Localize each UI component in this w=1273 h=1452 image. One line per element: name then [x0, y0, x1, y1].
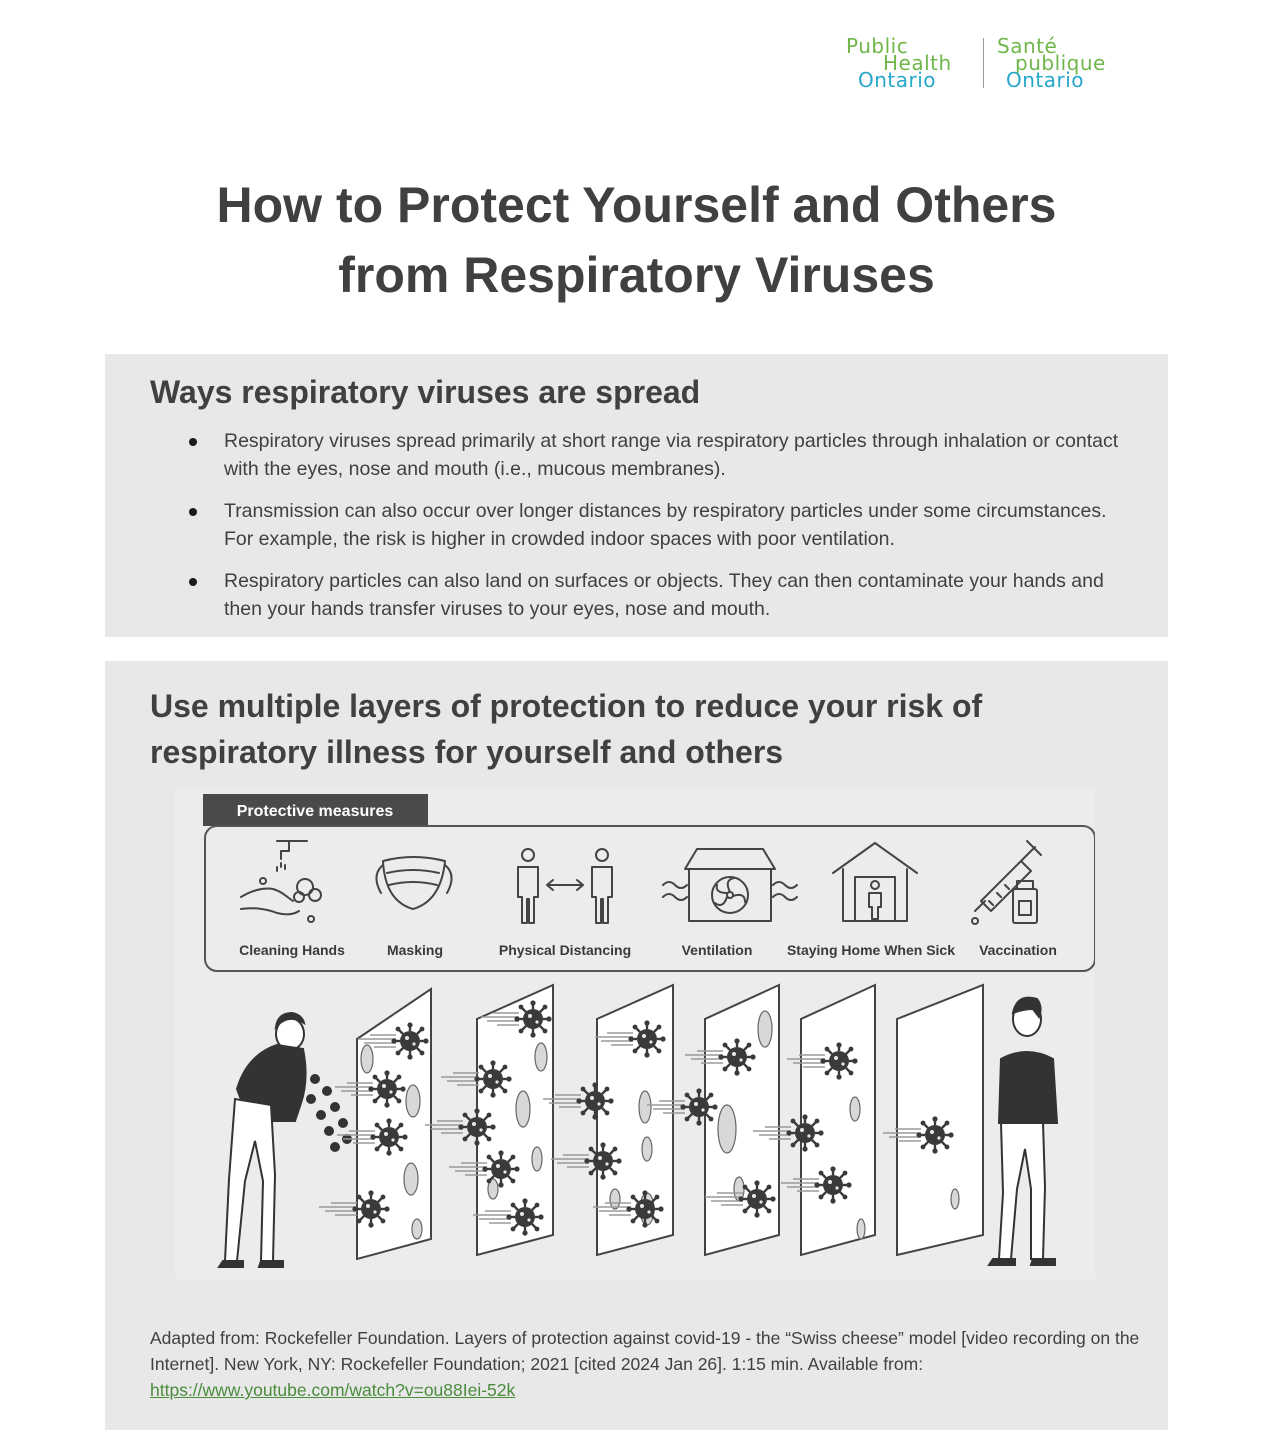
- list-item: [105, 568, 1168, 623]
- logo-text: publique: [1015, 51, 1106, 75]
- page-title-line-2: from Respiratory Viruses: [338, 247, 935, 303]
- swiss-cheese-illustration: [175, 789, 1095, 1279]
- logo-text: Santé: [997, 34, 1058, 58]
- bullet-dot: [189, 438, 197, 446]
- bullet-text: Respiratory particles can also land on surfaces or objects. They can then contaminate your hands and then your hands transfer viruses to your eyes, nose and mouth.: [224, 570, 1104, 620]
- protective-measures-label: Protective measures: [236, 803, 394, 820]
- spread-section: [105, 354, 1168, 637]
- bullet-dot: [189, 578, 197, 586]
- logo-text: Health: [883, 51, 952, 75]
- measure-label-masking: Masking: [386, 942, 444, 958]
- logo-text: Ontario: [858, 68, 937, 92]
- measure-label-vaccination: Vaccination: [979, 942, 1057, 958]
- protection-layer-6: [897, 985, 983, 1255]
- spread-heading: Ways respiratory viruses are spread: [150, 374, 701, 410]
- public-health-ontario-logo: [846, 36, 1126, 96]
- logo-divider: [983, 38, 984, 88]
- layers-section: [105, 661, 1168, 1430]
- logo-text: Ontario: [1006, 68, 1085, 92]
- measure-label-staying-home: Staying Home When Sick: [786, 942, 956, 958]
- logo-text: Public: [846, 34, 909, 58]
- page-title: [0, 170, 1273, 310]
- citation: [150, 1325, 1140, 1403]
- protection-layer-5: [801, 985, 875, 1255]
- bullet-text: Transmission can also occur over longer distances by respiratory particles under some circumstances. For example, the risk is higher in crowded indoor spaces with poor ventilation.: [224, 500, 1107, 550]
- bullet-dot: [189, 508, 197, 516]
- spread-bullet-list: [105, 428, 1168, 638]
- bullet-text: Respiratory viruses spread primarily at short range via respiratory particles through inhalation or contact with the eyes, nose and mouth (i.e., mucous membranes).: [224, 430, 1119, 480]
- measure-label-ventilation: Ventilation: [681, 942, 753, 958]
- list-item: [105, 498, 1168, 553]
- citation-link[interactable]: https://www.youtube.com/watch?v=ou88Iei-52k: [150, 1380, 516, 1400]
- measure-label-physical-distancing: Physical Distancing: [498, 942, 632, 958]
- page-title-line-1: How to Protect Yourself and Others: [216, 177, 1057, 233]
- list-item: [105, 428, 1168, 483]
- measure-label-cleaning-hands: Cleaning Hands: [239, 942, 345, 958]
- citation-text: Adapted from: Rockefeller Foundation. Layers of protection against covid-19 - the “Swiss cheese” model [video recording on the Internet]. New York, NY: Rockefeller Foundation; 2021 [cited 2024 Jan 26]. 1:15 min. Available from:: [150, 1328, 1140, 1374]
- layers-heading: Use multiple layers of protection to reduce your risk of respiratory illness for yourself and others: [150, 688, 983, 770]
